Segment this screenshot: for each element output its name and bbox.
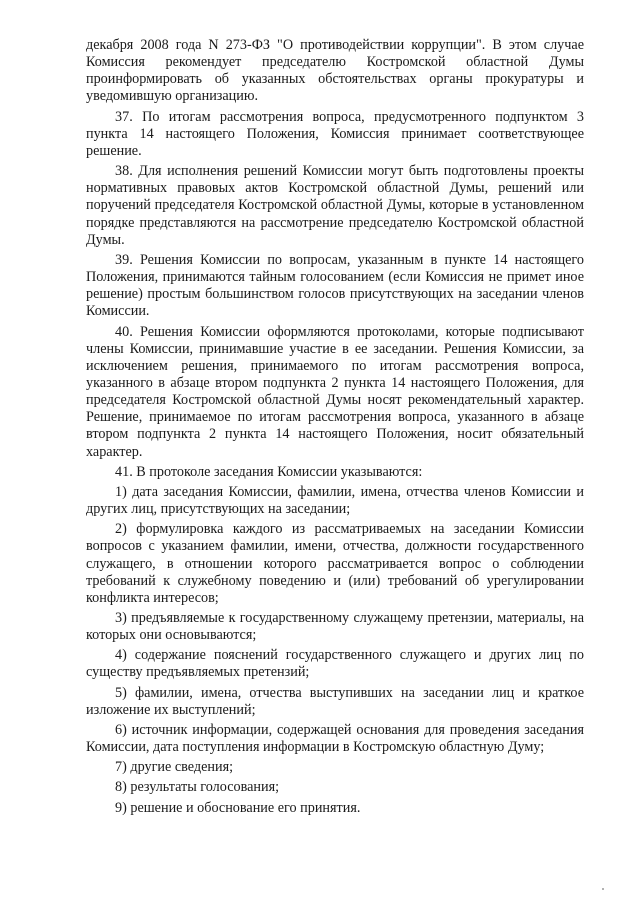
scan-dot [602, 888, 604, 890]
list-item-6: 6) источник информации, содержащей основания для проведения заседания Комиссии, дата поступления информации в Костромскую областную Думу; [86, 721, 584, 756]
list-item-2: 2) формулировка каждого из рассматриваемых на заседании Комиссии вопросов с указанием фамилии, имени, отчества, должности государственного служащего, в отношении которого рассматривается вопрос о соблюдении требований к служебному поведению и (или) требований об урегулировании конфликта интересов; [86, 521, 584, 606]
paragraph-39: 39. Решения Комиссии по вопросам, указанным в пункте 14 настоящего Положения, принимаются тайным голосованием (если Комиссия не примет иное решение) простым большинством голосов присутствующих на заседании членов Комиссии. [86, 251, 584, 320]
document-page [86, 37, 584, 820]
paragraph-41: 41. В протоколе заседания Комиссии указываются: [115, 463, 423, 480]
list-item-8: 8) результаты голосования; [115, 779, 280, 796]
paragraph-38: 38. Для исполнения решений Комиссии могут быть подготовлены проекты нормативных правовых актов Костромской областной Думы, решений или поручений председателя Костромской областной Думы, которые в установленном порядке представляются на рассмотрение председателю Костромской областной Думы. [86, 163, 584, 248]
list-item-5: 5) фамилии, имена, отчества выступивших на заседании лиц и краткое изложение их выступлений; [86, 684, 584, 718]
paragraph-37: 37. По итогам рассмотрения вопроса, предусмотренного подпунктом 3 пункта 14 настоящего Положения, Комиссия принимает соответствующее решение. [86, 108, 584, 159]
list-item-1: 1) дата заседания Комиссии, фамилии, имена, отчества членов Комиссии и других лиц, присутствующих на заседании; [86, 483, 584, 518]
paragraph-40: 40. Решения Комиссии оформляются протоколами, которые подписывают члены Комиссии, принимавшие участие в ее заседании. Решения Комиссии, за исключением решения, принимаемого по итогам рассмотрения вопроса, указанного в абзаце втором подпункта 2 пункта 14 настоящего Положения, для председателя Костромской областной Думы носят рекомендательный характер. Решение, принимаемое по итогам рассмотрения вопроса, указанного в абзаце втором подпункта 2 пункта 14 настоящего Положения, носит обязательный характер. [86, 323, 584, 460]
list-item-9: 9) решение и обоснование его принятия. [115, 799, 361, 816]
list-item-4: 4) содержание пояснений государственного служащего и других лиц по существу предъявляемых претензий; [86, 647, 584, 681]
list-item-7: 7) другие сведения; [115, 759, 234, 776]
paragraph-continuation: декабря 2008 года N 273-ФЗ "О противодействии коррупции". В этом случае Комиссия рекомендует председателю Костромской областной Думы проинформировать об указанных обстоятельствах органы прокуратуры и уведомившую организацию. [86, 37, 584, 105]
list-item-3: 3) предъявляемые к государственному служащему претензии, материалы, на которых они основываются; [86, 610, 584, 644]
